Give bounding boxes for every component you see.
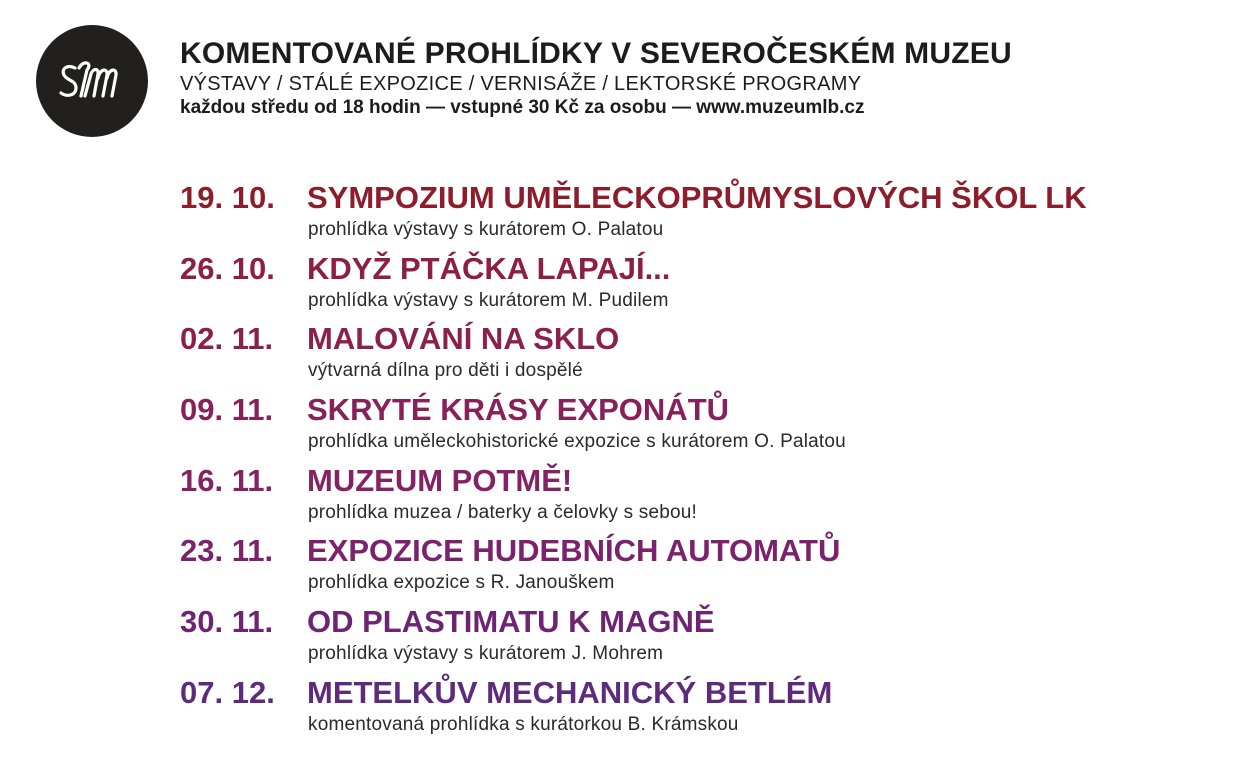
event-description: prohlídka výstavy s kurátorem O. Palatou [308, 219, 664, 240]
event-date: 16. 11. [180, 462, 274, 498]
event-description: prohlídka expozice s R. Janouškem [308, 572, 615, 594]
event-description: prohlídka uměleckohistorické expozice s kurátorem O. Palatou [308, 431, 846, 453]
event-date: 23. 11. [180, 533, 274, 569]
event-title: MUZEUM POTMĚ! [307, 462, 573, 498]
event-title: EXPOZICE HUDEBNÍCH AUTOMATŮ [307, 533, 841, 569]
logo-monogram-icon [57, 56, 127, 106]
page-title: KOMENTOVANÉ PROHLÍDKY V SEVEROČESKÉM MUZEU [180, 37, 1012, 70]
event-description: prohlídka muzea / baterky a čelovky s sebou! [308, 501, 697, 523]
event-date: 19. 10. [180, 180, 275, 215]
event-date: 02. 11. [180, 321, 274, 357]
event-title: MALOVÁNÍ NA SKLO [307, 321, 620, 357]
museum-logo [36, 25, 148, 137]
page-subtitle: VÝSTAVY / STÁLÉ EXPOZICE / VERNISÁŽE / LEKTORSKÉ PROGRAMY [180, 73, 862, 95]
event-title: OD PLASTIMATU K MAGNĚ [307, 604, 715, 640]
event-description: výtvarná dílna pro děti i dospělé [308, 360, 583, 382]
event-title: KDYŽ PTÁČKA LAPAJÍ... [307, 250, 671, 286]
event-date: 09. 11. [180, 392, 274, 428]
event-description: komentovaná prohlídka s kurátorkou B. Krámskou [308, 713, 739, 735]
event-date: 07. 12. [180, 674, 275, 710]
schedule-info: každou středu od 18 hodin — vstupné 30 Kč za osobu — www.muzeumlb.cz [180, 97, 865, 118]
header [180, 37, 1012, 120]
event-title: METELKŮV MECHANICKÝ BETLÉM [307, 674, 833, 710]
event-description: prohlídka výstavy s kurátorem M. Pudilem [308, 289, 669, 311]
event-date: 26. 10. [180, 250, 275, 286]
event-title: SYMPOZIUM UMĚLECKOPRŮMYSLOVÝCH ŠKOL LK [307, 180, 1087, 215]
event-description: prohlídka výstavy s kurátorem J. Mohrem [308, 643, 664, 665]
event-date: 30. 11. [180, 604, 274, 640]
event-title: SKRYTÉ KRÁSY EXPONÁTŮ [307, 392, 730, 428]
